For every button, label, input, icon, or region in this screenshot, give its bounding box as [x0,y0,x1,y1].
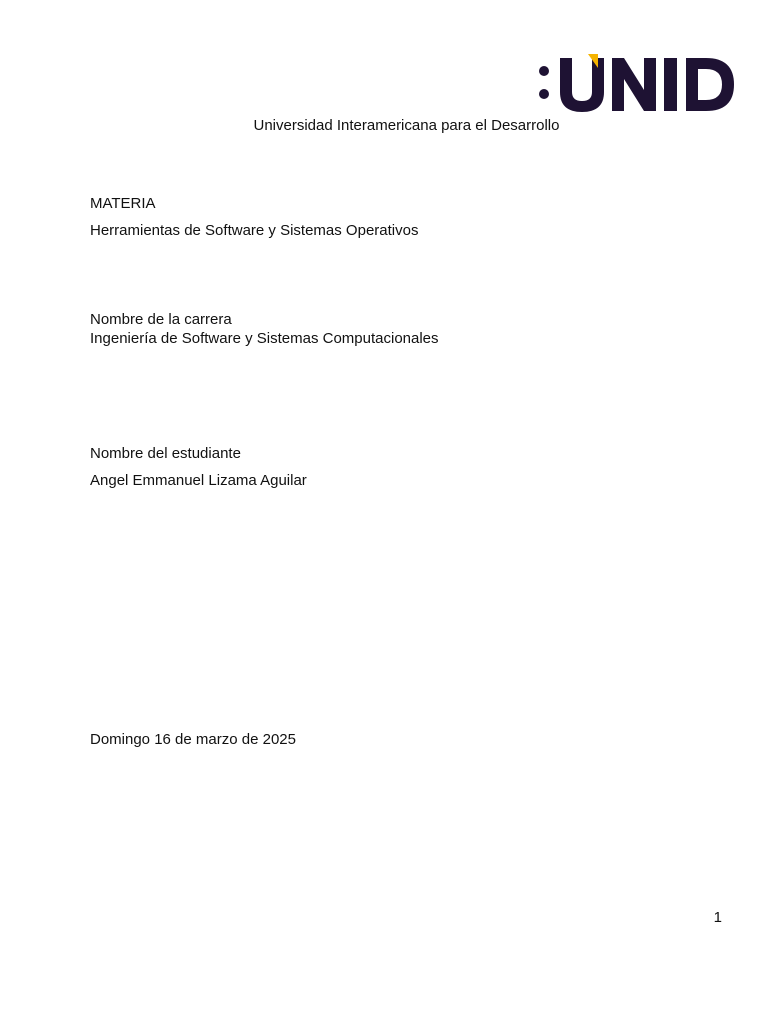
unid-logo [536,52,736,114]
document-date: Domingo 16 de marzo de 2025 [90,731,296,748]
logo-colon-dot-top [539,66,549,76]
student-label: Nombre del estudiante [90,445,241,462]
career-label: Nombre de la carrera [90,311,232,328]
subject-label: MATERIA [90,195,156,212]
logo-letter-n [612,58,656,111]
university-name: Universidad Interamericana para el Desarrollo [253,117,560,134]
page-number: 1 [713,909,722,926]
career-value: Ingeniería de Software y Sistemas Computacionales [90,330,439,347]
student-value: Angel Emmanuel Lizama Aguilar [90,472,307,489]
logo-letter-d [686,58,734,111]
logo-letter-i [664,58,677,111]
subject-value: Herramientas de Software y Sistemas Operativos [90,222,419,239]
logo-colon-dot-bottom [539,89,549,99]
